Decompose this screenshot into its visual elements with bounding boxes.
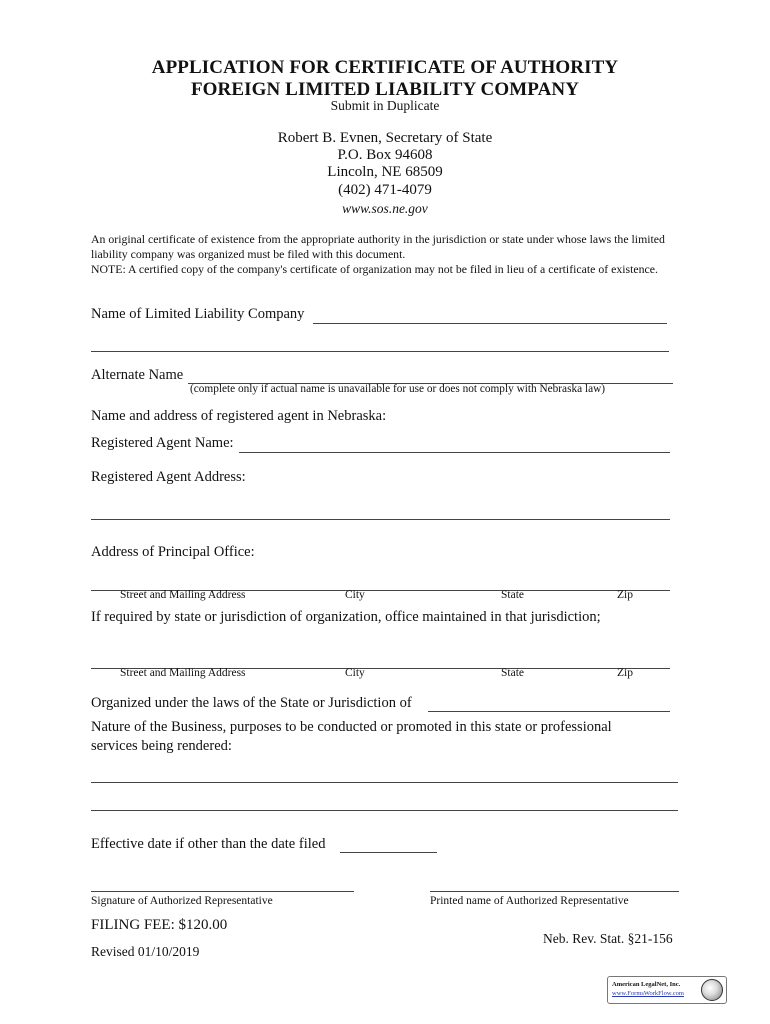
city-state-zip: Lincoln, NE 68509: [327, 164, 443, 180]
alternate-name-label: Alternate Name: [91, 367, 184, 383]
official-name: Robert B. Evnen, Secretary of State: [277, 130, 493, 146]
effective-date-field[interactable]: [340, 852, 437, 853]
principal-state-caption: State: [501, 589, 524, 601]
jurisdiction-street-caption: Street and Mailing Address: [120, 667, 246, 679]
logo-company-name: American LegalNet, Inc.: [612, 981, 681, 988]
principal-street-caption: Street and Mailing Address: [120, 589, 246, 601]
effective-date-label: Effective date if other than the date filed: [91, 836, 326, 852]
jurisdiction-office-label: If required by state or jurisdiction of organization, office maintained in that jurisdiction;: [91, 609, 601, 625]
organized-under-field[interactable]: [428, 711, 670, 712]
american-legalnet-logo[interactable]: [607, 976, 727, 1004]
globe-icon: [701, 979, 723, 1001]
principal-office-label: Address of Principal Office:: [91, 544, 255, 560]
revision-date: Revised 01/10/2019: [91, 944, 200, 959]
agent-section-label: Name and address of registered agent in Nebraska:: [91, 408, 387, 424]
nature-of-business-field-line-2[interactable]: [91, 810, 678, 811]
website-link[interactable]: www.sos.ne.gov: [342, 201, 428, 216]
organized-under-label: Organized under the laws of the State or Jurisdiction of: [91, 695, 412, 711]
signature-caption: Signature of Authorized Representative: [91, 895, 273, 907]
phone-number: (402) 471-4079: [338, 182, 432, 198]
form-title-line-1: APPLICATION FOR CERTIFICATE OF AUTHORITY: [151, 57, 619, 78]
jurisdiction-city-caption: City: [345, 667, 365, 679]
statute-reference: Neb. Rev. Stat. §21-156: [543, 931, 673, 946]
printed-name-caption: Printed name of Authorized Representative: [430, 895, 629, 907]
printed-name-field[interactable]: [430, 891, 679, 892]
submit-note: Submit in Duplicate: [330, 98, 440, 113]
agent-address-label: Registered Agent Address:: [91, 469, 246, 485]
logo-url-link[interactable]: www.FormsWorkFlow.com: [612, 990, 684, 997]
agent-address-field[interactable]: [91, 519, 670, 520]
nature-of-business-label-line-1: Nature of the Business, purposes to be conducted or promoted in this state or professional: [91, 719, 612, 735]
llc-name-field[interactable]: [313, 323, 667, 324]
jurisdiction-zip-caption: Zip: [617, 667, 633, 679]
intro-note: NOTE: A certified copy of the company's certificate of organization may not be filed in lieu of a certificate of existence.: [91, 262, 658, 276]
form-title-line-2: FOREIGN LIMITED LIABILITY COMPANY: [190, 79, 580, 100]
llc-name-field-line-2[interactable]: [91, 351, 669, 352]
filing-fee: FILING FEE: $120.00: [91, 917, 228, 933]
signature-field[interactable]: [91, 891, 354, 892]
jurisdiction-state-caption: State: [501, 667, 524, 679]
agent-name-field[interactable]: [239, 452, 670, 453]
po-box: P.O. Box 94608: [337, 147, 433, 163]
principal-city-caption: City: [345, 589, 365, 601]
nature-of-business-field-line-1[interactable]: [91, 782, 678, 783]
alternate-name-hint: (complete only if actual name is unavailable for use or does not comply with Nebraska law): [190, 383, 606, 395]
principal-zip-caption: Zip: [617, 589, 633, 601]
intro-paragraph: An original certificate of existence from the appropriate authority in the jurisdiction or state under whose laws the limited liability company was organized must be filed with this document.: [91, 232, 665, 261]
agent-name-label: Registered Agent Name:: [91, 435, 234, 451]
llc-name-label: Name of Limited Liability Company: [91, 306, 305, 322]
nature-of-business-label-line-2: services being rendered:: [91, 738, 232, 754]
